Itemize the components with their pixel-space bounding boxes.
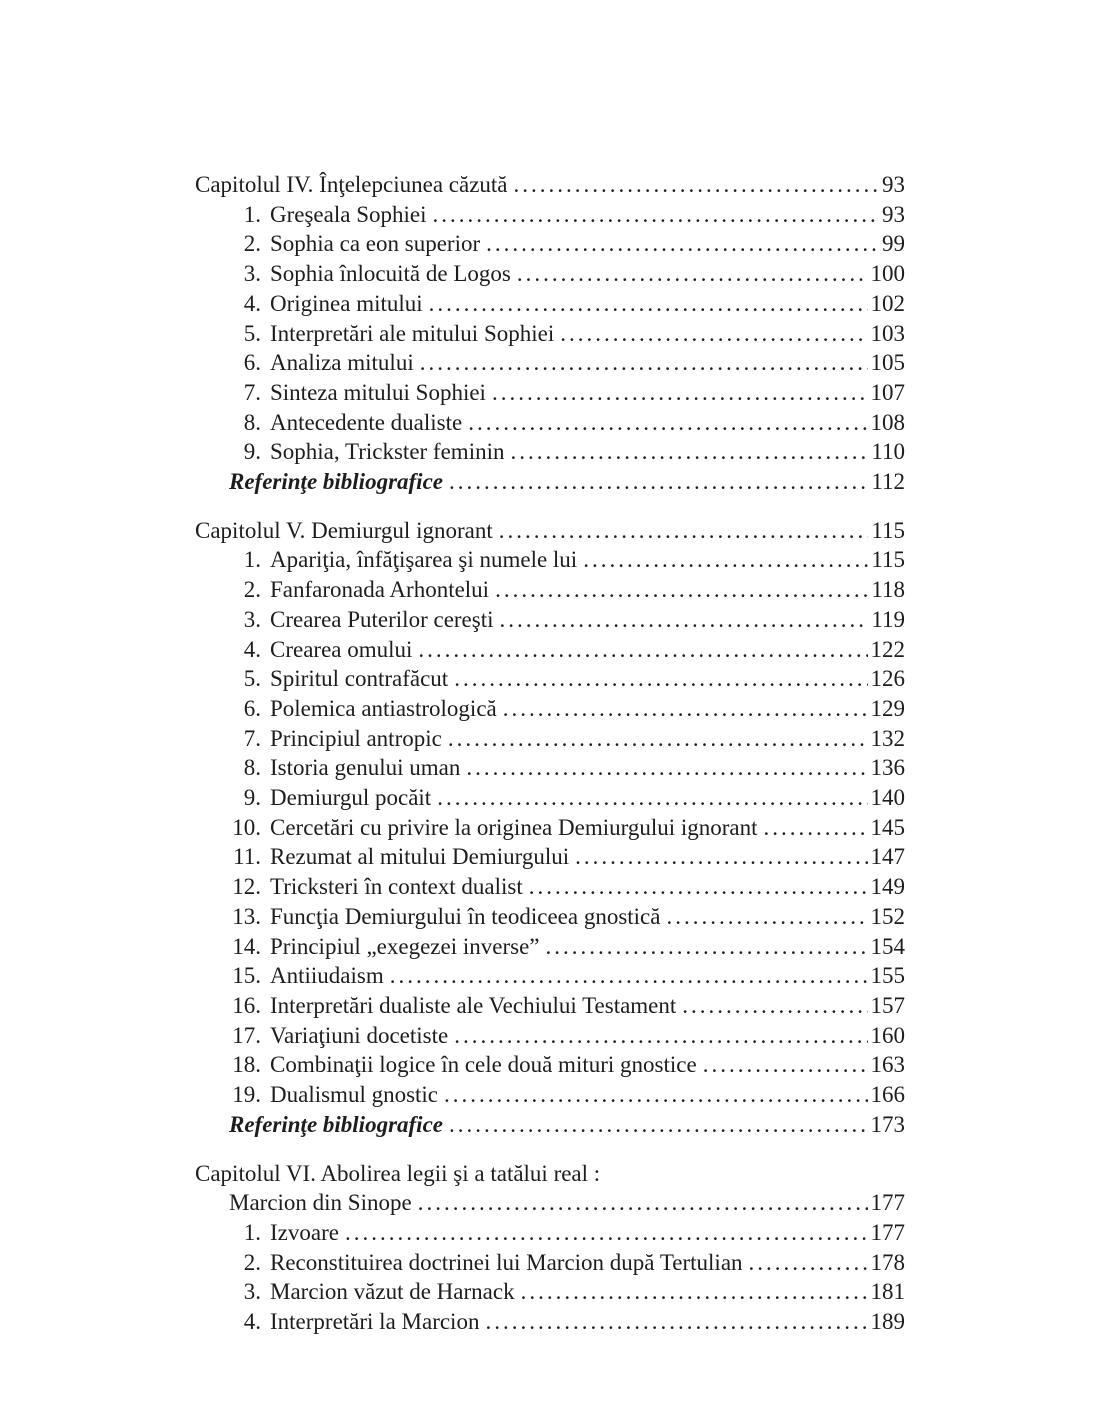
entry-number: 13. — [232, 903, 261, 929]
entry-number: 9. — [243, 439, 261, 465]
dot-leader — [486, 229, 879, 259]
dot-leader — [454, 664, 867, 694]
dot-leader — [432, 200, 879, 230]
toc-entry-row — [195, 902, 905, 932]
chapter-title: Capitolul VI. Abolirea legii şi a tatălui real : — [195, 1160, 601, 1186]
entry-title: Referinţe bibliografice — [229, 1111, 443, 1137]
toc-entry-row — [195, 545, 905, 575]
dot-leader — [468, 408, 867, 438]
dot-leader — [429, 289, 868, 319]
entry-title: Sinteza mitului Sophiei — [270, 379, 486, 405]
entry-number: 7. — [243, 725, 261, 751]
toc-entry-row — [195, 842, 905, 872]
entry-page-number: 177 — [870, 1219, 905, 1245]
entry-title: Sophia înlocuită de Logos — [270, 261, 511, 287]
toc-entry-row — [195, 932, 905, 962]
dot-leader — [390, 961, 868, 991]
entry-page-number: 157 — [870, 992, 905, 1018]
toc-entry-row — [195, 259, 905, 289]
entry-number: 4. — [243, 290, 261, 316]
entry-title: Marcion văzut de Harnack — [270, 1279, 515, 1305]
entry-title: Fanfaronada Arhontelui — [270, 577, 490, 603]
dot-leader — [449, 1110, 868, 1140]
entry-title: Apariţia, înfăţişarea şi numele lui — [270, 547, 578, 573]
entry-page-number: 100 — [870, 261, 905, 287]
entry-title: Demiurgul pocăit — [270, 785, 432, 811]
entry-page-number: 126 — [870, 666, 905, 692]
entry-page-number: 136 — [870, 755, 905, 781]
entry-title: Analiza mitului — [270, 350, 414, 376]
toc-entry-row — [195, 1080, 905, 1110]
toc-entry-row — [195, 289, 905, 319]
dot-leader — [418, 1188, 868, 1218]
entry-title: Funcţia Demiurgului în teodiceea gnostică — [270, 903, 661, 929]
toc-entry-row — [195, 1021, 905, 1051]
entry-page-number: 119 — [871, 606, 905, 632]
entry-title: Referinţe bibliografice — [229, 469, 443, 495]
entry-title: Spiritul contrafăcut — [270, 666, 449, 692]
chapter-heading-row — [195, 516, 905, 546]
entry-title: Polemica antiastrologică — [270, 695, 497, 721]
entry-page-number: 189 — [870, 1309, 905, 1335]
entry-number: 12. — [232, 874, 261, 900]
toc-entry-row — [195, 961, 905, 991]
toc-entry-row — [195, 635, 905, 665]
dot-leader — [529, 872, 868, 902]
dot-leader — [517, 259, 868, 289]
toc-entry-row — [195, 319, 905, 349]
entry-page-number: 99 — [882, 231, 905, 257]
entry-number: 3. — [243, 261, 261, 287]
entry-number: 10. — [232, 814, 261, 840]
entry-title: Istoria genului uman — [270, 755, 461, 781]
toc-entry-row — [195, 1248, 905, 1278]
entry-title: Rezumat al mitului Demiurgului — [270, 844, 570, 870]
entry-title: Greşeala Sophiei — [270, 201, 427, 227]
dot-leader — [444, 1080, 867, 1110]
entry-title: Tricksteri în context dualist — [270, 874, 523, 900]
entry-number: 1. — [243, 201, 261, 227]
entry-page-number: 107 — [870, 379, 905, 405]
entry-page-number: 177 — [870, 1190, 905, 1216]
toc-entry-row — [195, 1050, 905, 1080]
entry-number: 5. — [243, 320, 261, 346]
entry-page-number: 110 — [871, 439, 905, 465]
dot-leader — [500, 605, 869, 635]
dot-leader — [449, 467, 868, 497]
entry-page-number: 132 — [870, 725, 905, 751]
toc-entry-row — [195, 378, 905, 408]
entry-title: Antecedente dualiste — [270, 409, 463, 435]
dot-leader — [703, 1050, 868, 1080]
toc-entry-row — [195, 437, 905, 467]
dot-leader — [560, 319, 867, 349]
toc-entry-row — [195, 467, 905, 497]
entry-number: 8. — [243, 755, 261, 781]
dot-leader — [583, 545, 868, 575]
entry-number: 6. — [243, 695, 261, 721]
toc-entry-row — [195, 408, 905, 438]
dot-leader — [749, 1248, 868, 1278]
entry-page-number: 122 — [870, 636, 905, 662]
toc-entry-row — [195, 605, 905, 635]
entry-title: Izvoare — [270, 1219, 339, 1245]
entry-page-number: 103 — [870, 320, 905, 346]
toc-entry-row — [195, 1277, 905, 1307]
entry-title: Sophia, Trickster feminin — [270, 439, 505, 465]
dot-leader — [575, 842, 867, 872]
dot-leader — [682, 991, 867, 1021]
dot-leader — [521, 1277, 868, 1307]
entry-number: 9. — [243, 785, 261, 811]
entry-title: Principiul „exegezei inverse” — [270, 933, 540, 959]
toc-entry-row — [195, 813, 905, 843]
dot-leader — [420, 348, 868, 378]
entry-page-number: 178 — [870, 1249, 905, 1275]
entry-number: 2. — [243, 231, 261, 257]
dot-leader — [437, 783, 867, 813]
toc-entry-row — [195, 1188, 905, 1218]
toc-entry-row — [195, 872, 905, 902]
entry-page-number: 129 — [870, 695, 905, 721]
dot-leader — [666, 902, 867, 932]
dot-leader — [514, 170, 879, 200]
entry-number: 8. — [243, 409, 261, 435]
entry-title: Crearea omului — [270, 636, 413, 662]
entry-title: Cercetări cu privire la originea Demiurgului ignorant — [270, 814, 758, 840]
toc-entry-row — [195, 1218, 905, 1248]
chapter-title: Capitolul IV. Înţelepciunea căzută — [195, 172, 508, 197]
entry-page-number: 112 — [871, 469, 905, 495]
entry-title: Interpretări dualiste ale Vechiului Testament — [270, 992, 677, 1018]
entry-page-number: 108 — [870, 409, 905, 435]
entry-number: 17. — [232, 1022, 261, 1048]
entry-page-number: 102 — [870, 290, 905, 316]
toc-entry-row — [195, 753, 905, 783]
entry-number: 11. — [233, 844, 261, 870]
entry-number: 5. — [243, 666, 261, 692]
entry-number: 7. — [243, 379, 261, 405]
toc-entry-row — [195, 200, 905, 230]
dot-leader — [418, 635, 867, 665]
dot-leader — [499, 516, 869, 546]
entry-title: Originea mitului — [270, 290, 423, 316]
entry-page-number: 160 — [870, 1022, 905, 1048]
entry-number: 4. — [243, 636, 261, 662]
toc-section — [195, 1159, 905, 1337]
entry-title: Interpretări ale mitului Sophiei — [270, 320, 555, 346]
toc-entry-row — [195, 783, 905, 813]
entry-title: Principiul antropic — [270, 725, 442, 751]
toc-section — [195, 170, 905, 497]
entry-page-number: 105 — [870, 350, 905, 376]
entry-title: Sophia ca eon superior — [270, 231, 481, 257]
dot-leader — [448, 724, 868, 754]
entry-number: 2. — [243, 577, 261, 603]
dot-leader — [503, 694, 868, 724]
entry-number: 1. — [243, 1219, 261, 1245]
entry-page-number: 154 — [870, 933, 905, 959]
dot-leader — [466, 753, 867, 783]
entry-page-number: 181 — [870, 1279, 905, 1305]
chapter-heading-row — [195, 170, 905, 200]
entry-title: Dualismul gnostic — [270, 1082, 439, 1108]
entry-page-number: 155 — [870, 963, 905, 989]
dot-leader — [546, 932, 868, 962]
entry-number: 2. — [243, 1249, 261, 1275]
entry-page-number: 163 — [870, 1052, 905, 1078]
toc-entry-row — [195, 1307, 905, 1337]
entry-page-number: 173 — [870, 1111, 905, 1137]
entry-title: Antiiudaism — [270, 963, 384, 989]
toc-entry-row — [195, 575, 905, 605]
entry-title: Reconstituirea doctrinei lui Marcion după Tertulian — [270, 1249, 743, 1275]
dot-leader — [510, 437, 868, 467]
entry-number: 3. — [243, 1279, 261, 1305]
toc-entry-row — [195, 348, 905, 378]
dot-leader — [454, 1021, 867, 1051]
chapter-heading-row — [195, 1159, 905, 1189]
entry-page-number: 93 — [882, 201, 905, 227]
entry-title: Interpretări la Marcion — [270, 1309, 480, 1335]
entry-title: Combinaţii logice în cele două mituri gnostice — [270, 1052, 697, 1078]
table-of-contents — [195, 170, 905, 1337]
entry-title: Crearea Puterilor cereşti — [270, 606, 494, 632]
toc-entry-row — [195, 991, 905, 1021]
entry-page-number: 140 — [870, 785, 905, 811]
toc-entry-row — [195, 694, 905, 724]
entry-number: 18. — [232, 1052, 261, 1078]
chapter-page-number: 93 — [882, 172, 905, 197]
entry-number: 6. — [243, 350, 261, 376]
dot-leader — [495, 575, 868, 605]
toc-entry-row — [195, 724, 905, 754]
entry-number: 19. — [232, 1082, 261, 1108]
entry-number: 15. — [232, 963, 261, 989]
entry-page-number: 115 — [871, 547, 905, 573]
entry-page-number: 145 — [870, 814, 905, 840]
chapter-title: Capitolul V. Demiurgul ignorant — [195, 517, 493, 543]
entry-title: Variaţiuni docetiste — [270, 1022, 449, 1048]
entry-number: 4. — [243, 1309, 261, 1335]
chapter-page-number: 115 — [871, 517, 905, 543]
dot-leader — [492, 378, 868, 408]
entry-page-number: 166 — [870, 1082, 905, 1108]
entry-number: 1. — [243, 547, 261, 573]
toc-entry-row — [195, 229, 905, 259]
entry-number: 16. — [232, 992, 261, 1018]
dot-leader — [764, 813, 868, 843]
dot-leader — [485, 1307, 867, 1337]
toc-section — [195, 516, 905, 1140]
entry-page-number: 118 — [871, 577, 905, 603]
toc-entry-row — [195, 1110, 905, 1140]
entry-page-number: 149 — [870, 874, 905, 900]
entry-page-number: 147 — [870, 844, 905, 870]
toc-entry-row — [195, 664, 905, 694]
entry-page-number: 152 — [870, 903, 905, 929]
entry-title: Marcion din Sinope — [229, 1190, 412, 1216]
dot-leader — [345, 1218, 868, 1248]
entry-number: 3. — [243, 606, 261, 632]
entry-number: 14. — [232, 933, 261, 959]
